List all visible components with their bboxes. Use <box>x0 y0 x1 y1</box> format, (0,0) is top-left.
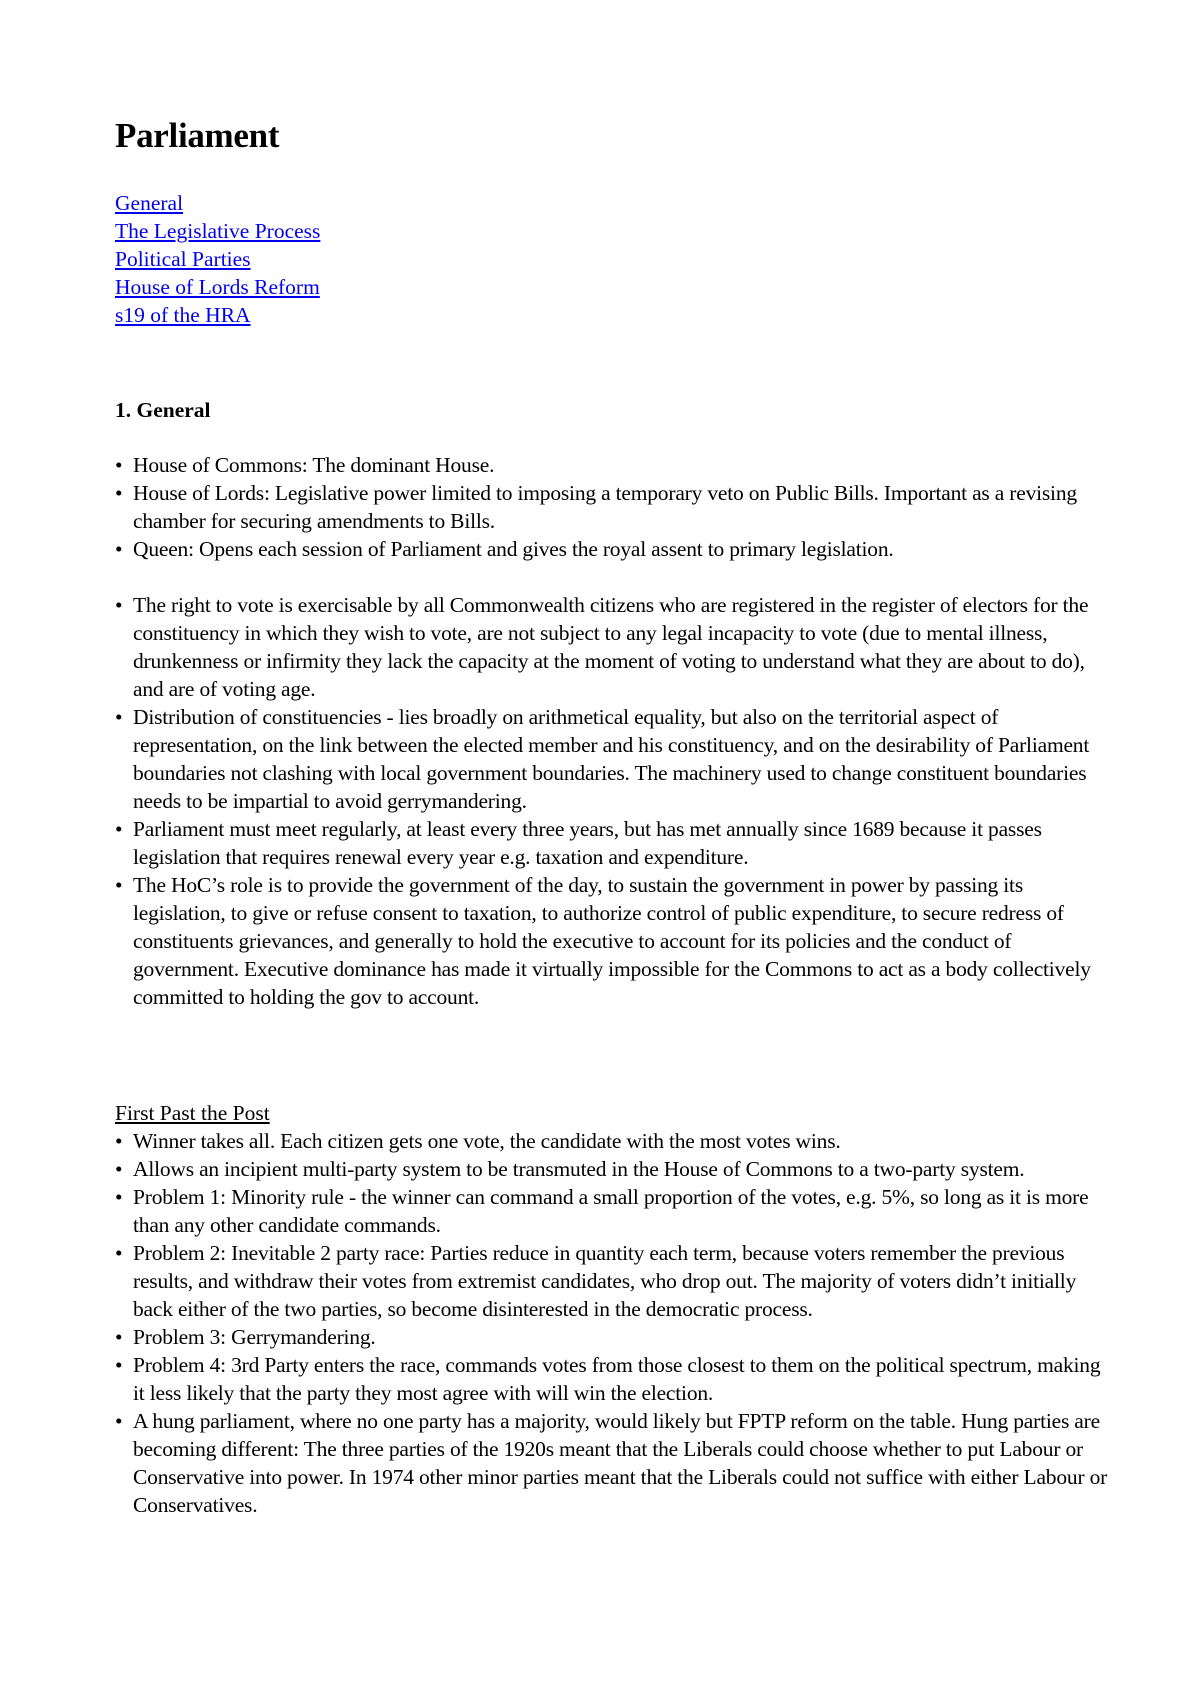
list-item <box>115 871 1115 1011</box>
list-item <box>115 1183 1115 1239</box>
bullet-icon: • <box>115 481 123 505</box>
toc-link-legislative-process[interactable]: The Legislative Process <box>115 219 321 243</box>
list-item <box>115 535 1115 563</box>
list-item <box>115 1127 1115 1155</box>
list-item <box>115 1323 1115 1351</box>
list-item-text: Queen: Opens each session of Parliament and gives the royal assent to primary legislation. <box>133 537 894 561</box>
bullet-icon: • <box>115 1325 123 1349</box>
page-title: Parliament <box>115 116 280 155</box>
list-item <box>115 815 1115 871</box>
bullet-icon: • <box>115 537 123 561</box>
list-item-text: Problem 4: 3rd Party enters the race, commands votes from those closest to them on the political spectrum, making it less likely that the party they most agree with will win the election. <box>133 1353 1101 1405</box>
fptp-list <box>115 1127 1115 1519</box>
bullet-icon: • <box>115 453 123 477</box>
table-of-contents <box>115 189 320 329</box>
bullet-icon: • <box>115 705 123 729</box>
toc-item <box>115 301 320 329</box>
list-item-text: Allows an incipient multi-party system to be transmuted in the House of Commons to a two-party system. <box>133 1157 1025 1181</box>
institutions-list <box>115 451 1115 563</box>
list-item-text: Problem 1: Minority rule - the winner can command a small proportion of the votes, e.g. 5%, so long as it is more than any other candidate commands. <box>133 1185 1089 1237</box>
bullet-icon: • <box>115 817 123 841</box>
toc-item <box>115 273 320 301</box>
toc-link-s19-hra[interactable]: s19 of the HRA <box>115 303 251 327</box>
bullet-icon: • <box>115 593 123 617</box>
bullet-icon: • <box>115 1241 123 1265</box>
list-item <box>115 1407 1115 1519</box>
toc-item <box>115 217 320 245</box>
list-item-text: Problem 2: Inevitable 2 party race: Parties reduce in quantity each term, because voters remember the previous results, and withdraw their votes from extremist candidates, who drop out. The majority of voters didn’t initially back either of the two parties, so become disinterested in the democratic process. <box>133 1241 1077 1321</box>
list-item <box>115 479 1115 535</box>
list-item-text: House of Commons: The dominant House. <box>133 453 495 477</box>
list-item <box>115 1155 1115 1183</box>
list-item <box>115 1239 1115 1323</box>
list-item-text: The HoC’s role is to provide the government of the day, to sustain the government in power by passing its legislation, to give or refuse consent to taxation, to authorize control of public expenditure, to secure redress of constituents grievances, and generally to hold the executive to account for its policies and the conduct of government. Executive dominance has made it virtually impossible for the Commons to act as a body collectively committed to holding the gov to account. <box>133 873 1091 1009</box>
toc-link-general[interactable]: General <box>115 191 184 215</box>
toc-link-house-of-lords-reform[interactable]: House of Lords Reform <box>115 275 320 299</box>
list-item-text: The right to vote is exercisable by all Commonwealth citizens who are registered in the register of electors for the constituency in which they wish to vote, are not subject to any legal incapacity to vote (due to mental illness, drunkenness or infirmity they lack the capacity at the moment of voting to understand what they are about to do), and are of voting age. <box>133 593 1089 701</box>
bullet-icon: • <box>115 1129 123 1153</box>
list-item-text: House of Lords: Legislative power limited to imposing a temporary veto on Public Bills. Important as a revising chamber for securing amendments to Bills. <box>133 481 1077 533</box>
list-item <box>115 451 1115 479</box>
bullet-icon: • <box>115 1185 123 1209</box>
bullet-icon: • <box>115 1353 123 1377</box>
list-item-text: Parliament must meet regularly, at least every three years, but has met annually since 1689 because it passes legislation that requires renewal every year e.g. taxation and expenditure. <box>133 817 1042 869</box>
list-item <box>115 591 1115 703</box>
toc-link-political-parties[interactable]: Political Parties <box>115 247 251 271</box>
list-item <box>115 1351 1115 1407</box>
list-item-text: A hung parliament, where no one party has a majority, would likely but FPTP reform on the table. Hung parties are becoming different: The three parties of the 1920s meant that the Liberals could choose whether to put Labour or Conservative into power. In 1974 other minor parties meant that the Liberals could not suffice with either Labour or Conservatives. <box>133 1409 1108 1517</box>
parliament-details-list <box>115 591 1115 1011</box>
bullet-icon: • <box>115 1409 123 1433</box>
list-item-text: Distribution of constituencies - lies broadly on arithmetical equality, but also on the territorial aspect of representation, on the link between the elected member and his constituency, and on the desirability of Parliament boundaries not clashing with local government boundaries. The machinery used to change constituent boundaries needs to be impartial to avoid gerrymandering. <box>133 705 1090 813</box>
subheading-first-past-the-post: First Past the Post <box>115 1101 270 1125</box>
bullet-icon: • <box>115 1157 123 1181</box>
toc-item <box>115 245 320 273</box>
toc-item <box>115 189 320 217</box>
list-item-text: Winner takes all. Each citizen gets one vote, the candidate with the most votes wins. <box>133 1129 841 1153</box>
list-item <box>115 703 1115 815</box>
bullet-icon: • <box>115 873 123 897</box>
list-item-text: Problem 3: Gerrymandering. <box>133 1325 376 1349</box>
section-heading-general: 1. General <box>115 398 211 422</box>
